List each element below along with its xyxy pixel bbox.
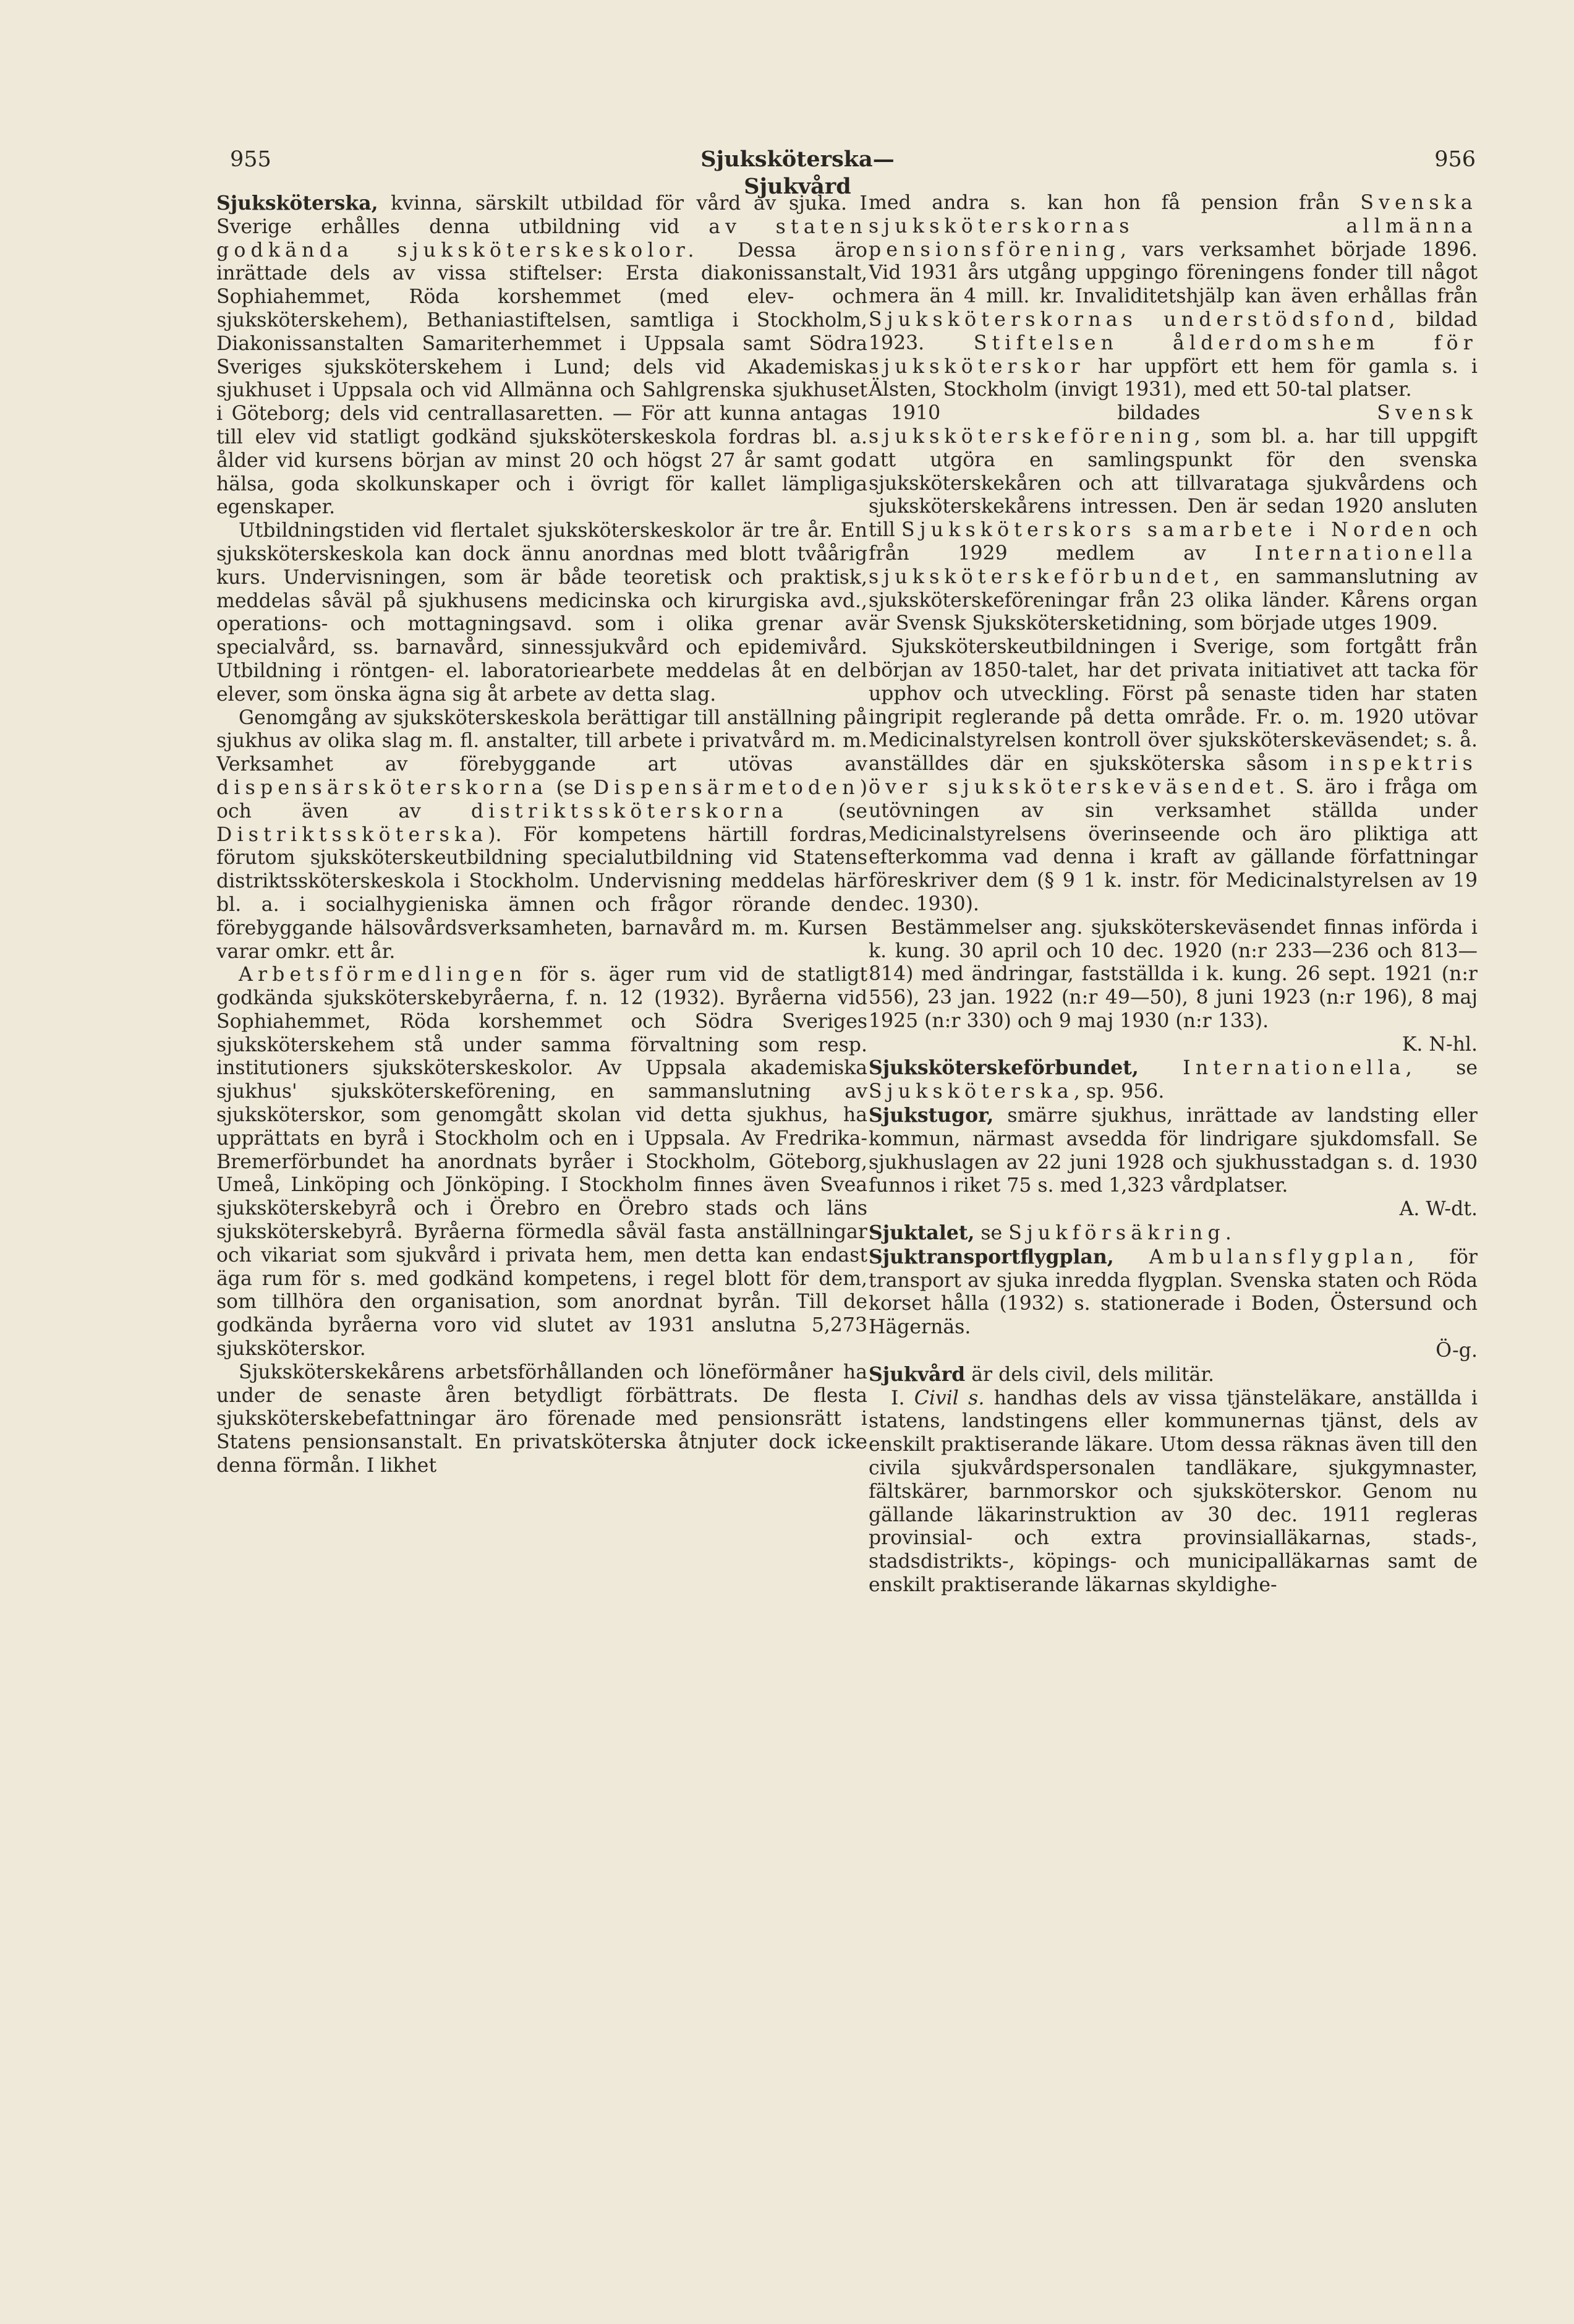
text-run: Dessa äro inrättade dels av vissa stiftelser: Ersta diakonissanstalt, Sophiahemmet, Röda korshemmet (med elev- och sjuksköterskehem), Bethaniastiftelsen, samtliga i Stockholm, Diakonissanstalten Samariterhemmet i Uppsala samt Södra Sveriges sjuksköterskehem i Lund; dels vid Akademiska sjukhuset i Uppsala och vid Allmänna och Sahlgrenska sjukhuset i Göteborg; dels vid centrallasaretten. — För att kunna antagas till elev vid statligt godkänd sjuksköterskeskola fordras bl. a. ålder vid kursens början av minst 20 och högst 27 år samt god hälsa, goda skolkunskaper och i övrigt för kallet lämpliga egenskaper. bbox=[216, 239, 867, 519]
text-run: , bildad 1923. bbox=[869, 308, 1478, 354]
paragraph bbox=[216, 707, 867, 964]
cross-reference: dispensärsköterskorna bbox=[216, 776, 548, 799]
cross-reference: distriktssköterskorna bbox=[470, 800, 788, 822]
spaced-term: Stiftelsen ålderdomshem för sjuksköterskor bbox=[869, 331, 1478, 378]
paragraph: Sjuksköterskekårens arbetsförhållanden och löneförmåner ha under de senaste åren betydligt förbättrats. De flesta sjuksköterskebefattningar äro förenade med pensionsrätt i Statens pensionsanstalt. En privatsköterska åtnjuter dock icke denna förmån. I likhet bbox=[216, 1361, 867, 1477]
text-run: 1910 bildades bbox=[891, 402, 1377, 425]
text-run: ). För kompetens härtill fordras, förutom sjuksköterskeutbildning specialutbildning vid Statens distriktssköterskeskola i Stockholm. Undervisning meddelas här bl. a. i socialhygieniska ämnen och frågor rörande den förebyggande hälsovårdsverksamheten, barnavård m. m. Kursen varar omkr. ett år. bbox=[216, 823, 867, 963]
text-run: Genomgång av sjuksköterskeskola berättigar till anställning på sjukhus av olika slag m. fl. anstalter, till arbete i privatvård m. m. Verksamhet av förebyggande art utövas av bbox=[216, 706, 867, 776]
text-run: , se bbox=[1405, 1057, 1478, 1080]
paragraph bbox=[869, 636, 1478, 916]
cross-reference: Sjukförsäkring bbox=[1008, 1222, 1225, 1245]
italic-term: Civil s. bbox=[914, 1386, 985, 1409]
text-run: , för transport av sjuka inredda flygplan. Svenska staten och Röda korset hålla (1932) s. stationerade i Boden, Östersund och Hägernäs. bbox=[869, 1245, 1478, 1339]
text-run: handhas dels av vissa tjänsteläkare, anställda i statens, landstingens eller kommunernas tjänst, dels av enskilt praktiserande läkare. Utom dessa räknas även till den civila sjukvårdspersonalen tandläkare, sjukgymnaster, fältskärer, barnmorskor och sjuksköterskor. Genom nu gällande läkarinstruktion av 30 dec. 1911 regleras provinsial- och extra provinsialläkarnas, stads-, stadsdistrikts-, köpings- och municipalläkarnas samt de enskilt praktiserande läkarnas skyldighe- bbox=[869, 1386, 1478, 1597]
paragraph bbox=[869, 916, 1478, 1057]
paragraph bbox=[216, 192, 867, 519]
spaced-term: av staten godkända sjuksköterskeskolor. bbox=[216, 215, 867, 262]
text-run: Sjuksköterskeutbildningen i Sverige, som fortgått från början av 1850-talet, har det privata initiativet att tacka för upphov och utveckling. Först på senaste tiden har staten ingripit reglerande på detta område. Fr. o. m. 1920 utövar Medicinalstyrelsen kontroll över sjuksköterskeväsendet; s. å. anställdes där en sjuksköterska såsom bbox=[869, 636, 1478, 775]
text-run: . S. äro i fråga om utövningen av sin verksamhet ställda under Medicinalstyrelsens överinseende och äro pliktiga att efterkomma vad denna i kraft av gällande författningar föreskriver dem (§ 9 1 k. instr. för Medicinalstyrelsen av 19 dec. 1930). bbox=[869, 775, 1478, 915]
text-run: med andra s. kan hon få pension från bbox=[869, 192, 1361, 214]
paragraph bbox=[869, 402, 1478, 636]
spaced-term: Arbetsförmedlingen bbox=[239, 963, 527, 986]
text-run: ) och även av bbox=[216, 776, 867, 822]
text-run: kvinna, särskilt utbildad för vård av sjuka. I Sverige erhålles denna utbildning vid bbox=[216, 192, 867, 238]
spaced-term: Internationella sjuksköterskeförbundet bbox=[869, 542, 1478, 588]
entry-headword: Sjukvård bbox=[869, 1362, 966, 1386]
paragraph bbox=[869, 1104, 1478, 1221]
text-run: är dels civil, dels militär. bbox=[965, 1363, 1215, 1386]
text-run: Bestämmelser ang. sjuksköterskeväsendet finnas införda i k. kung. 30 april och 10 dec. 1920 (n:r 233—236 och 813—814) med ändringar, fastställda i k. kung. 26 sept. 1921 (n:r 556), 23 jan. 1922 (n:r 49—50), 8 juni 1923 (n:r 196), 8 maj 1925 (n:r 330) och 9 maj 1930 (n:r 133). bbox=[869, 916, 1478, 1032]
entry-headword: Sjuktransportflygplan, bbox=[869, 1245, 1114, 1268]
spaced-term: inspektris över sjuksköterskeväsendet bbox=[869, 753, 1478, 798]
spaced-term: Internationella bbox=[1183, 1057, 1406, 1080]
paragraph bbox=[869, 192, 1478, 402]
text-run: (se bbox=[788, 800, 867, 822]
spaced-term: Svensk sjuksköterskeförening bbox=[869, 402, 1478, 448]
column-right bbox=[869, 192, 1478, 2245]
paragraph bbox=[869, 1387, 1478, 1597]
text-run bbox=[1114, 1246, 1149, 1268]
entry-headword: Sjukstugor, bbox=[869, 1104, 994, 1127]
text-run: se bbox=[974, 1222, 1009, 1245]
paragraph bbox=[216, 963, 867, 1361]
text-run: I. bbox=[891, 1386, 914, 1409]
page-number-left: 955 bbox=[230, 147, 271, 172]
text-run: för s. äger rum vid de statligt godkända sjuksköterskebyråerna, f. n. 12 (1932). Byråerna vid Sophiahemmet, Röda korshemmet och Södra Sveriges sjuksköterskehem stå under samma förvaltning som resp. institutioners sjuksköterskeskolor. Av Uppsala akademiska sjukhus' sjuksköterskeförening, en sammanslutning av sjuksköterskor, som genomgått skolan vid detta sjukhus, ha upprättats en byrå i Stockholm och en i Uppsala. Av Fredrika-Bremerförbundet ha anordnats byråer i Stockholm, Göteborg, Umeå, Linköping och Jönköping. I Stockholm finnes även Svea sjuksköterskebyrå och i Örebro en Örebro stads och läns sjuksköterskebyrå. Byråerna förmedla såväl fasta anställningar och vikariat som sjukvård i privata hem, men detta kan endast äga rum för s. med godkänd kompetens, i regel blott för dem, som tillhöra den organisation, som anordnat byrån. Till de godkända byråerna voro vid slutet av 1931 anslutna 5,273 sjuksköterskor. bbox=[216, 963, 867, 1361]
page-number-right: 956 bbox=[1434, 147, 1476, 172]
text-run: , vars verksamhet började 1896. Vid 1931 års utgång uppgingo föreningens fonder till något mera än 4 mill. kr. Invaliditetshjälp kan även erhållas från bbox=[869, 238, 1478, 308]
text-run: , en sammanslutning av sjuksköterskeföreningar från 23 olika länder. Kårens organ är Svensk Sjukskötersketidning, som började utges 1909. bbox=[869, 565, 1478, 635]
paragraph bbox=[869, 1221, 1478, 1245]
text-run: (se bbox=[548, 776, 593, 799]
text-run bbox=[1139, 1057, 1183, 1079]
cross-reference: Dispensärmetoden bbox=[593, 776, 860, 799]
running-header-title: Sjuksköterska—Sjukvård bbox=[700, 147, 895, 199]
text-run: smärre sjukhus, inrättade av landsting eller kommun, närmast avsedda för lindrigare sjukdomsfall. Se sjukhuslagen av 22 juni 1928 och sjukhusstadgan s. d. 1930 funnos i riket 75 s. med 1,323 vårdplatser. bbox=[869, 1104, 1478, 1197]
spaced-term: Sjuksköterskors samarbete i Norden bbox=[901, 519, 1436, 542]
paragraph: Utbildningstiden vid flertalet sjuksköterskeskolor är tre år. En sjuksköterskeskola kan dock ännu anordnas med blott tvåårig kurs. Undervisningen, som är både teoretisk och praktisk, meddelas såväl på sjukhusens medicinska och kirurgiska avd., operations- och mottagningsavd. som i olika grenar av specialvård, ss. barnavård, sinnessjukvård och epidemivård. Utbildning i röntgen- el. laboratoriearbete meddelas åt en del elever, som önska ägna sig åt arbete av detta slag. bbox=[216, 519, 867, 706]
text-run: . bbox=[1225, 1222, 1232, 1245]
paragraph bbox=[869, 1245, 1478, 1363]
paragraph bbox=[869, 1056, 1478, 1104]
author-signature: K. N-hl. bbox=[1402, 1033, 1478, 1056]
spaced-term: Ambulansflygplan bbox=[1149, 1245, 1408, 1268]
author-signature: Ö-g. bbox=[1436, 1339, 1478, 1362]
cross-reference: Distriktssköterska bbox=[216, 823, 488, 846]
entry-headword: Sjuksköterskeförbundet, bbox=[869, 1056, 1139, 1080]
spaced-term: Svenska sjuksköterskornas allmänna pensionsförening bbox=[869, 192, 1478, 261]
text-run: och från 1929 medlem av bbox=[869, 519, 1478, 565]
cross-reference: Sjuksköterska bbox=[869, 1080, 1074, 1103]
spaced-term: Sjuksköterskornas understödsfond bbox=[869, 308, 1389, 331]
text-run: , sp. 956. bbox=[1073, 1080, 1165, 1103]
column-left bbox=[216, 192, 867, 2245]
paragraph bbox=[869, 1363, 1478, 1387]
text-run: , som bl. a. har till uppgift att utgöra en samlingspunkt för den svenska sjuksköterskekåren och att tillvarataga sjukvårdens och sjuksköterskekårens intressen. Den är sedan 1920 ansluten till bbox=[869, 425, 1478, 542]
author-signature: A. W-dt. bbox=[1399, 1198, 1478, 1221]
entry-headword: Sjuktalet, bbox=[869, 1221, 975, 1245]
text-run: har uppfört ett hem för gamla s. i Älsten, Stockholm (invigt 1931), med ett 50-tal platser. bbox=[869, 355, 1478, 401]
entry-headword: Sjuksköterska, bbox=[216, 192, 378, 215]
